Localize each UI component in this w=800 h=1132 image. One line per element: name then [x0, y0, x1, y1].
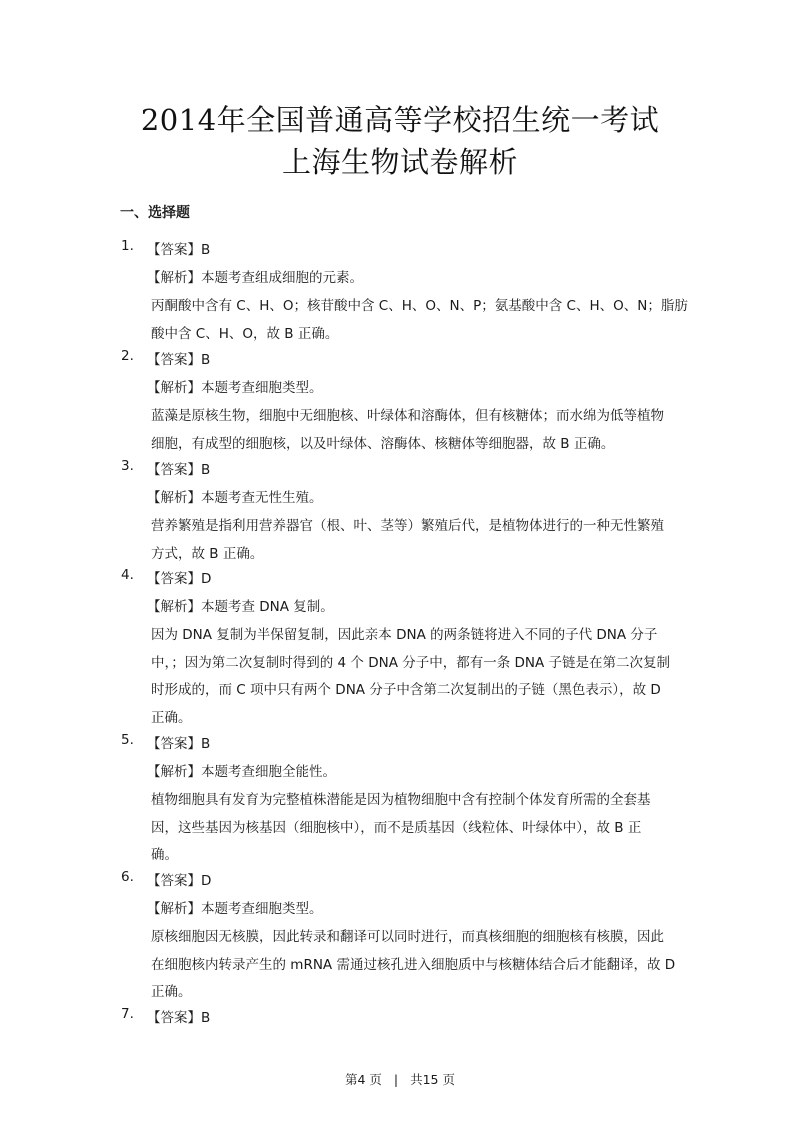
explanation-line: 时形成的，而 C 项中只有两个 DNA 分子中含第二次复制出的子链（黑色表示），故 D: [151, 682, 661, 698]
answer-line: 【答案】B: [147, 352, 211, 368]
analysis-line: 【解析】本题考查 DNA 复制。: [147, 598, 334, 615]
explanation-line: 正确。: [151, 709, 192, 726]
question-number: 6.: [121, 869, 134, 885]
question-number: 1.: [121, 238, 134, 254]
answer-line: 【答案】B: [147, 1010, 211, 1026]
analysis-line: 【解析】本题考查细胞全能性。: [147, 763, 336, 780]
question-number: 3.: [121, 458, 134, 474]
explanation-line: 中，；因为第二次复制时得到的 4 个 DNA 分子中，都有一条 DNA 子链是在第二次复制: [151, 654, 671, 671]
explanation-line: 蓝藻是原核生物，细胞中无细胞核、叶绿体和溶酶体，但有核糖体；而水绵为低等植物: [151, 408, 664, 424]
section-heading: 一、选择题: [120, 205, 190, 221]
answer-line: 【答案】D: [147, 873, 212, 889]
explanation-line: 正确。: [151, 984, 192, 1000]
analysis-line: 【解析】本题考查组成细胞的元素。: [147, 269, 363, 286]
analysis-line: 【解析】本题考查细胞类型。: [147, 379, 323, 396]
footer-separator: |: [393, 1072, 399, 1087]
question-number: 7.: [121, 1006, 134, 1022]
answer-line: 【答案】B: [147, 736, 211, 752]
question-number: 4.: [121, 567, 134, 583]
question-number: 2.: [121, 348, 134, 364]
explanation-line: 植物细胞具有发育为完整植株潜能是因为植物细胞中含有控制个体发育所需的全套基: [151, 792, 651, 808]
page-total: 共15 页: [410, 1072, 455, 1087]
explanation-line: 确。: [151, 847, 178, 863]
answer-line: 【答案】B: [147, 462, 211, 478]
explanation-line: 酸中含 C、H、O，故 B 正确。: [151, 325, 339, 342]
question-number: 5.: [121, 732, 134, 748]
explanation-line: 细胞，有成型的细胞核，以及叶绿体、溶酶体、核糖体等细胞器，故 B 正确。: [151, 435, 615, 452]
document-title-line2: 上海生物试卷解析: [281, 145, 518, 179]
page-footer: [0, 1070, 800, 1088]
explanation-line: 营养繁殖是指利用营养器官（根、叶、茎等）繁殖后代，是植物体进行的一种无性繁殖: [151, 518, 664, 534]
explanation-line: 因为 DNA 复制为半保留复制，因此亲本 DNA 的两条链将进入不同的子代 DNA 分子: [151, 627, 658, 643]
explanation-line: 丙酮酸中含有 C、H、O；核苷酸中含 C、H、O、N、P；氨基酸中含 C、H、O、N；脂肪: [151, 298, 688, 314]
explanation-line: 因，这些基因为核基因（细胞核中），而不是质基因（线粒体、叶绿体中），故 B 正: [151, 819, 642, 836]
analysis-line: 【解析】本题考查细胞类型。: [147, 900, 323, 917]
explanation-line: 在细胞核内转录产生的 mRNA 需通过核孔进入细胞质中与核糖体结合后才能翻译，故 D: [151, 956, 676, 973]
answer-line: 【答案】D: [147, 571, 212, 587]
document-title-line1: 2014年全国普通高等学校招生统一考试: [140, 103, 660, 137]
explanation-line: 方式，故 B 正确。: [151, 545, 264, 562]
explanation-line: 原核细胞因无核膜，因此转录和翻译可以同时进行，而真核细胞的细胞核有核膜，因此: [151, 929, 664, 945]
answer-line: 【答案】B: [147, 242, 211, 258]
page-number: 第4 页: [344, 1072, 382, 1087]
analysis-line: 【解析】本题考查无性生殖。: [147, 489, 323, 506]
